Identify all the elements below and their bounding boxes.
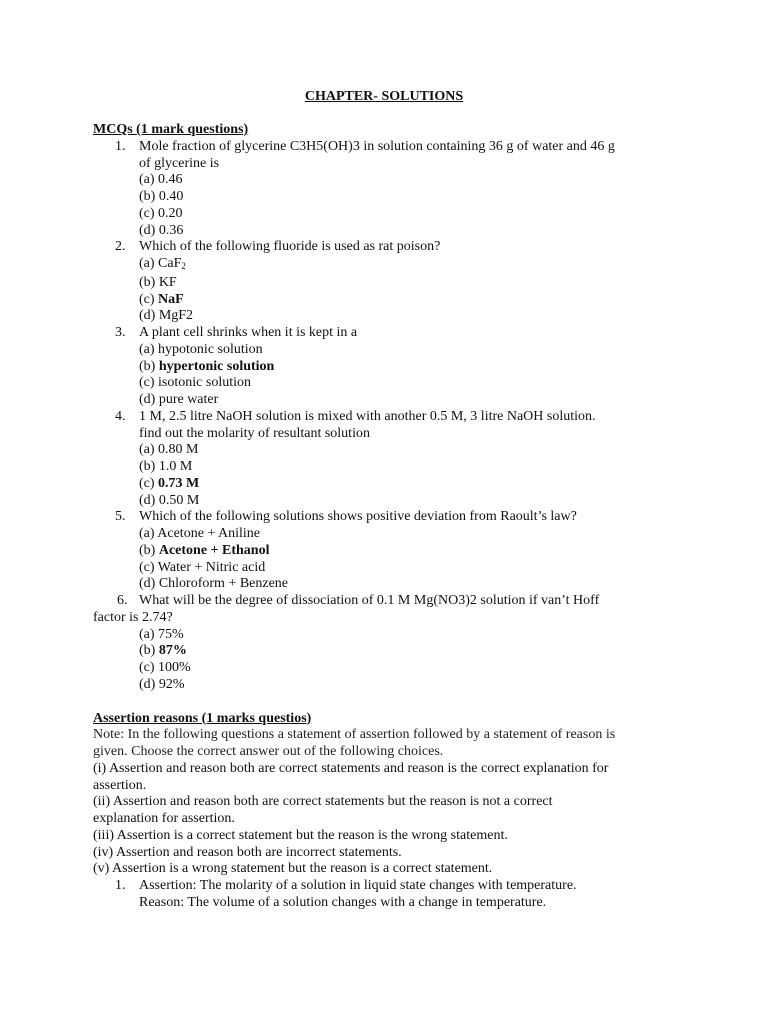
choice-iv: (iv) Assertion and reason both are incorrect statements. bbox=[93, 844, 402, 860]
correct-answer: hypertonic solution bbox=[158, 358, 275, 374]
correct-answer: NaF bbox=[158, 291, 184, 307]
option: (c) Water + Nitric acid bbox=[139, 559, 266, 575]
choice-i: (i) Assertion and reason both are correct statements and reason is the correct explanation for bbox=[93, 760, 609, 776]
question-6 bbox=[93, 593, 683, 610]
assertion-text: Assertion: The molarity of a solution in liquid state changes with temperature. bbox=[139, 878, 577, 893]
question-number: 6. bbox=[117, 593, 128, 608]
question-1 bbox=[93, 139, 683, 173]
question-number: 5. bbox=[115, 509, 126, 525]
question-number: 4. bbox=[115, 408, 126, 424]
option-text: (b) bbox=[139, 643, 159, 659]
choice-ii: explanation for assertion. bbox=[93, 811, 235, 826]
option: (c) 0.20 bbox=[139, 205, 183, 221]
reason-text: Reason: The volume of a solution changes with a change in temperature. bbox=[139, 894, 547, 910]
question-text: Mole fraction of glycerine C3H5(OH)3 in solution containing 36 g of water and 46 g bbox=[139, 138, 615, 154]
question-number: 2. bbox=[115, 239, 126, 255]
option: (b) KF bbox=[139, 274, 177, 290]
option-text: (b) bbox=[139, 358, 159, 374]
option: (a) hypotonic solution bbox=[139, 341, 263, 357]
document-content bbox=[93, 122, 683, 912]
option bbox=[93, 543, 683, 560]
option bbox=[93, 256, 683, 275]
option bbox=[93, 643, 683, 660]
option: (a) Acetone + Aniline bbox=[139, 526, 261, 541]
note-text: given. Choose the correct answer out of the following choices. bbox=[93, 744, 444, 759]
question-text: Which of the following solutions shows positive deviation from Raoult’s law? bbox=[139, 509, 577, 525]
question-text: Which of the following fluoride is used as rat poison? bbox=[139, 239, 441, 255]
option: (d) pure water bbox=[139, 392, 219, 407]
question-5 bbox=[93, 509, 683, 526]
option: (a) 75% bbox=[139, 626, 184, 642]
question-3 bbox=[93, 325, 683, 342]
option-text: (b) bbox=[139, 542, 159, 558]
correct-answer: Acetone + Ethanol bbox=[158, 542, 270, 558]
option-text: (c) bbox=[139, 475, 159, 491]
correct-answer: 87% bbox=[158, 643, 187, 659]
option-text: (c) bbox=[139, 291, 159, 307]
question-text: find out the molarity of resultant solution bbox=[139, 425, 370, 441]
question-number: 1. bbox=[115, 138, 126, 154]
option: (d) 92% bbox=[139, 676, 185, 692]
mcq-heading: MCQs (1 mark questions) bbox=[93, 122, 249, 137]
choice-ii: (ii) Assertion and reason both are correct statements but the reason is not a correct bbox=[93, 794, 553, 810]
option: (d) Chloroform + Benzene bbox=[139, 576, 289, 592]
option: (d) 0.36 bbox=[139, 222, 184, 238]
option: (b) 1.0 M bbox=[139, 459, 193, 474]
choice-iii: (iii) Assertion is a correct statement but the reason is the wrong statement. bbox=[93, 827, 508, 843]
choice-v: (v) Assertion is a wrong statement but the reason is a correct statement. bbox=[93, 861, 493, 877]
question-4 bbox=[93, 409, 683, 443]
question-text: of glycerine is bbox=[139, 155, 220, 171]
option: (c) isotonic solution bbox=[139, 375, 251, 391]
question-text: What will be the degree of dissociation of 0.1 M Mg(NO3)2 solution if van’t Hoff bbox=[139, 593, 600, 608]
question-text: factor is 2.74? bbox=[93, 609, 173, 625]
option bbox=[93, 359, 683, 376]
assertion-question-1 bbox=[93, 878, 683, 912]
option: (c) 100% bbox=[139, 660, 191, 675]
option: (a) 0.80 M bbox=[139, 442, 199, 458]
question-text: 1 M, 2.5 litre NaOH solution is mixed with another 0.5 M, 3 litre NaOH solution. bbox=[139, 408, 596, 424]
subscript: 2 bbox=[181, 261, 186, 271]
option bbox=[93, 476, 683, 493]
option: (b) 0.40 bbox=[139, 189, 184, 204]
choice-i: assertion. bbox=[93, 777, 147, 793]
option: (a) 0.46 bbox=[139, 172, 183, 188]
section-gap bbox=[93, 694, 683, 711]
question-number: 1. bbox=[115, 878, 126, 893]
question-text: A plant cell shrinks when it is kept in a bbox=[139, 325, 358, 340]
note-text: Note: In the following questions a statement of assertion followed by a statement of reason is bbox=[93, 727, 616, 743]
page-title: CHAPTER- SOLUTIONS bbox=[304, 89, 464, 104]
option-text: (a) CaF bbox=[139, 256, 182, 271]
question-number: 3. bbox=[115, 325, 126, 340]
option: (d) MgF2 bbox=[139, 308, 194, 324]
question-2 bbox=[93, 239, 683, 256]
correct-answer: 0.73 M bbox=[158, 475, 200, 491]
option: (d) 0.50 M bbox=[139, 492, 200, 508]
assertion-heading: Assertion reasons (1 marks questios) bbox=[93, 710, 312, 726]
option bbox=[93, 292, 683, 309]
